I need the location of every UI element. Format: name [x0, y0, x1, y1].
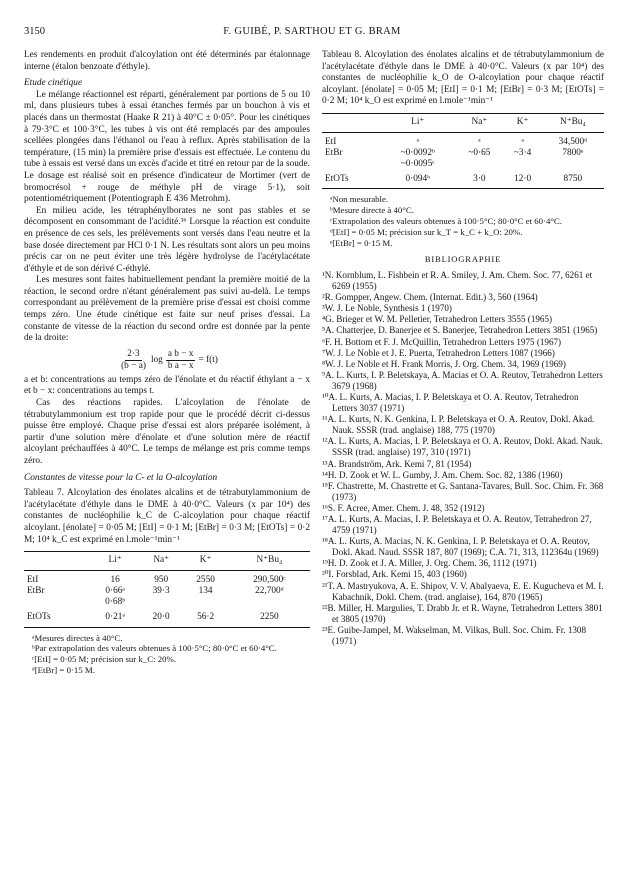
table8-header-cell: K⁺ [504, 113, 542, 132]
table8-header-row [322, 113, 604, 132]
table-cell: 2250 [229, 608, 310, 627]
table8 [322, 113, 604, 189]
table7-header-cell [24, 552, 90, 571]
ratio-fraction [166, 349, 196, 372]
table7-header-row [24, 552, 310, 571]
reference-item: ²¹T. A. Mastryukova, A. E. Shipov, V. V. Abalyaeva, E. E. Kugucheva et M. I. Kabachnik, Dokl. Chem. (trad. anglaise), 164, 870 (1965) [322, 580, 604, 602]
kinetic-paragraph-2: En milieu acide, les tétraphénylborates ne sont pas stables et se décomposent en consommant de l'acidité.³⁶ Lorsque la réaction est conduite en présence de ces sels, les prélèvements sont versés dans l'eau neutre et la base dosée directement par HCl 0·1 N. Les résultats sont alors un peu moins précis car on ne peut éviter une très légère hydrolyse de l'acétylacétate d'éthyle et de son dérivé C-éthylé. [24, 205, 310, 274]
page-header [24, 26, 600, 40]
table7 [24, 551, 310, 627]
table8-notes [322, 194, 604, 248]
reference-item: ⁹A. L. Kurts, I. P. Beletskaya, A. Macias et O. A. Reutov, Tetrahedron Letters 3679 (1968) [322, 369, 603, 391]
reference-item: ²⁰I. Forsblad, Ark. Kemi 15, 403 (1960) [322, 569, 467, 580]
left-column [24, 50, 310, 676]
reference-item: ⁵A. Chatterjee, D. Banerjee et S. Banerjee, Tetrahedron Letters 3851 (1965) [322, 325, 598, 336]
reference-item: ²R. Gompper, Angew. Chem. (Internat. Edit.) 3, 560 (1964) [322, 292, 538, 303]
table-cell: ᵃ [521, 136, 524, 147]
table-row [24, 597, 310, 608]
reference-item: ¹N. Kornblum, L. Fishbein et R. A. Smiley, J. Am. Chem. Soc. 77, 6261 et 6269 (1955) [322, 269, 593, 292]
table-row [322, 132, 604, 148]
table-cell: ~0·0092ᵇ [400, 147, 435, 158]
bibliography-heading: BIBLIOGRAPHIE [424, 254, 502, 265]
right-column [322, 50, 604, 647]
table-cell: 0·68ᵇ [105, 597, 126, 608]
reference-item: ⁷W. J. Le Noble et J. E. Puerta, Tetrahedron Letters 1087 (1966) [322, 347, 555, 358]
table8-header-cell: Li⁺ [380, 113, 455, 132]
table-cell [322, 159, 380, 170]
rate-constants-heading: Constantes de vitesse pour la C- et la O-alcoylation [24, 472, 218, 483]
running-authors: F. GUIBÉ, P. SARTHOU ET G. BRAM [223, 26, 401, 37]
table-cell [542, 159, 604, 170]
reference-item: ¹⁶S. F. Acree, Amer. Chem. J. 48, 352 (1912) [322, 502, 485, 513]
reference-item: ¹³A. Brandström, Ark. Kemi 7, 81 (1954) [322, 458, 472, 469]
intro-paragraph: Les rendements en produit d'alcoylation ont été déterminés par étalonnage interne (étalon benzoate d'éthyle). [24, 50, 310, 72]
table-cell: 8750 [542, 170, 604, 189]
table-cell: 0·66ᵃ [105, 585, 125, 596]
coefficient-fraction [119, 349, 148, 372]
log-operator: log [150, 354, 163, 365]
table-cell: EtOTs [322, 170, 380, 189]
table-cell: 39·3 [152, 585, 170, 596]
table-cell: ~3·4 [513, 147, 532, 158]
table7-header-cell: K⁺ [182, 552, 228, 571]
table7-header-cell: Na⁺ [140, 552, 182, 571]
table-row [322, 159, 604, 170]
table-cell: EtBr [27, 585, 45, 596]
table-footnote: ᵈ[EtBr] = 0·15 M. [32, 664, 95, 675]
fast-reactions-paragraph: Cas des réactions rapides. L'alcoylation de l'énolate de tétrabutylammonium est trop rapide pour que le procédé décrit ci-dessus puisse être employé. Chaque prise d'essai est alors préparée isolément, à partir d'une solution mère d'énolate et d'une solution mère de réactif alcoylant préchauffées à 40°C. Le temps de mélange est pris comme temps zéro. [24, 398, 310, 466]
table-cell [24, 597, 90, 608]
table-footnote: ᵈ[EtI] = 0·05 M; précision sur k_T = k_C + k_O: 20%. [330, 226, 523, 237]
table7-notes [24, 633, 310, 676]
table-cell: 34,500ᵈ [558, 136, 588, 147]
reference-item: ⁴G. Brieger et W. M. Pelletier, Tetrahedron Letters 3555 (1965) [322, 314, 553, 325]
table-cell: 16 [110, 574, 120, 585]
reference-item: ³W. J. Le Noble, Synthesis 1 (1970) [322, 303, 452, 314]
table-cell [455, 159, 503, 170]
table-cell: ~0·65 [468, 147, 491, 158]
reference-item: ¹²A. L. Kurts, A. Macias, I. P. Beletskaya et O. A. Reutov, Dokl. Akad. Nauk. SSSR (trad. anglaise) 197, 310 (1971) [322, 436, 603, 458]
table-cell: EtOTs [24, 608, 90, 627]
table-cell: EtI [27, 574, 39, 585]
table-cell: 12·0 [504, 170, 542, 189]
table8-caption: Tableau 8. Alcoylation des énolates alcalins et de tétrabutylammonium de l'acétylacétate d'éthyle dans le DME à 40·0°C. Valeurs (x par 10⁴) des constantes de nucléophilie k_O de O-alcoylation pour chaque réactif alcoylant. [énolate] = 0·05 M; [EtI] = 0·1 M; [EtBr] = 0·3 M; [EtOTs] = 0·2 M; 10⁴ k_O est exprimé en l.mole⁻¹min⁻¹ [322, 50, 604, 107]
table-row [322, 170, 604, 189]
table-row [24, 608, 310, 627]
coefficient-denominator: (b − a) [121, 360, 146, 371]
reference-item: ⁶F. H. Bottom et F. J. McQuillin, Tetrahedron Letters 1975 (1967) [322, 336, 562, 347]
table-cell [182, 597, 228, 608]
table-cell: 950 [154, 574, 169, 585]
kinetic-heading: Etude cinétique [24, 78, 83, 89]
reference-item: ¹⁸A. L. Kurts, A. Macias, N. K. Genkina, I. P. Beletskaya et O. A. Reutov, Dokl. Akad. Naud. SSSR 187, 807 (1969); C.A. 71, 313, 112364u (1969) [322, 536, 599, 558]
table-footnote: ᶜ[EtI] = 0·05 M; précision sur k_C: 20%. [32, 654, 177, 665]
table-cell: 22,700ᵈ [255, 585, 284, 596]
table-cell: 2550 [196, 574, 215, 585]
reference-list [322, 270, 604, 647]
table-footnote: ᵃMesures directes à 40°C. [32, 632, 123, 643]
reference-item: ¹⁴H. D. Zook et W. L. Gumby, J. Am. Chem. Soc. 82, 1386 (1960) [322, 469, 563, 480]
table-cell: 56·2 [182, 608, 228, 627]
table-cell: EtBr [325, 147, 343, 158]
table-row [24, 586, 310, 597]
table-footnote: ᶜExtrapolation des valeurs obtenues à 100·5°C; 80·0°C et 60·4°C. [330, 215, 562, 226]
table-cell: 7800ᵉ [562, 147, 584, 158]
table-footnote: ᵉ[EtBr] = 0·15 M. [330, 237, 393, 248]
table-footnote: ᵇMesure directe à 40°C. [330, 205, 414, 216]
kinetic-paragraph-3: Les mesures sont faites habituellement pendant la première moitié de la réaction, le second ordre n'étant généralement pas suivi au-delà. Le temps correspondant au prélèvement de la première prise d'essai est choisi comme temps zéro. Une étude cinétique est faite sur neuf prises d'essai. La constante de vitesse de la réaction du second ordre est donnée par la pente de la droite: [24, 275, 310, 344]
reference-item: ⁸W. J. Le Noble et H. Frank Morris, J. Org. Chem. 34, 1969 (1969) [322, 358, 566, 369]
table-row [24, 570, 310, 586]
reference-item: ¹⁷A. L. Kurts, A. Macias, I. P. Beletskaya et O. A. Reutov, Tetrahedron 27, 4759 (1971) [322, 514, 592, 536]
table7-header-cell: Li⁺ [90, 552, 140, 571]
table7-caption: Tableau 7. Alcoylation des énolates alcalins et de tétrabutylammonium de l'acétylacétate d'éthyle dans le DME à 40·0°C. Valeurs (x par 10⁴) des constantes de nucléophilie k_C de C-alcoylation pour chaque réactif alcoylant. [énolate] = 0·05 M; [EtI] = 0·1 M; [EtBr] = 0·3 M; [EtOTs] = 0·2 M; 10⁴ k_C est exprimé en l.mole⁻¹min⁻¹ [24, 488, 310, 545]
table-cell: 290,500ᶜ [253, 574, 286, 585]
table-cell: 20·0 [140, 608, 182, 627]
table8-header-cell [322, 113, 380, 132]
table-cell: ᵃ [478, 136, 481, 147]
table-cell: EtI [325, 136, 337, 147]
reference-item: ¹⁹H. D. Zook et J. A. Miller, J. Org. Chem. 36, 1112 (1971) [322, 558, 537, 569]
concentration-definition: a et b: concentrations au temps zéro de l'énolate et du réactif éthylant a − x et b − x: concentrations au temps t. [24, 374, 310, 397]
table-cell [229, 597, 310, 608]
rate-equation [24, 349, 310, 372]
table8-header-cell: Na⁺ [455, 113, 503, 132]
table-footnote: ᵇPar extrapolation des valeurs obtenues à 100·5°C; 80·0°C et 60·4°C. [32, 643, 277, 654]
table-row [322, 148, 604, 159]
table-footnote: ᵃNon mesurable. [330, 194, 389, 205]
equation-rhs: = f(t) [198, 354, 218, 365]
table-cell: 3·0 [455, 170, 503, 189]
table-cell: ~0·0095ᶜ [400, 158, 435, 169]
table-cell: ᵃ [416, 136, 420, 147]
table-cell [504, 159, 542, 170]
table8-header-cell: N⁺Bu₄ [542, 113, 604, 132]
table-cell: 0·094ᵇ [380, 170, 455, 189]
table-cell: 0·21ᵃ [90, 608, 140, 627]
page-number: 3150 [24, 26, 45, 37]
reference-item: ¹¹A. L. Kurts, N. K. Genkina, I. P. Beletskaya et O. A. Reutov, Dokl. Akad. Nauk. SSSR (trad. anglaise) 188, 775 (1970) [322, 414, 595, 436]
table-cell [140, 597, 182, 608]
ratio-denominator: b a − x [167, 360, 194, 371]
reference-item: ²³E. Guibe-Jampel, M. Wakselman, M. Vilkas, Bull. Soc. Chim. Fr. 1308 (1971) [322, 624, 587, 647]
kinetic-paragraph-1: Le mélange réactionnel est réparti, généralement par portions de 5 ou 10 ml, dans plusieurs tubes à essai étanches fermés par un bouchon à vis et placés dans un thermostat (Haake R 21) à 40°C ± 0·05°. Pour les cinétiques à 79·3°C et 100·3°C, les tubes à vis ont été remplacés par des ampoules scellées plongées dans l'éthanol ou l'eau à reflux. Après stabilisation de la température, (15 min) la première prise d'essais est effectuée. Le contenu du tube à essais est versé dans un excès d'acide et titré en retour par de la soude. Le dosage est réalisé soit en présence d'indicateur de Mortimer (vert de bromocrésol + rouge de méthyle pH de virage 5·1), soit potentiométriquement (Potentiograph E 436 Metrohm). [24, 89, 310, 205]
table7-header-cell: N⁺Bu₄ [229, 552, 310, 571]
reference-item: ¹⁰A. L. Kurts, A. Macias, I. P. Beletskaya et O. A. Reutov, Tetrahedron Letters 3037 (1971) [322, 391, 579, 414]
coefficient-numerator: 2·3 [127, 348, 140, 359]
reference-item: ¹⁵F. Chastrette, M. Chastrette et G. Santana-Tavares, Bull. Soc. Chim. Fr. 368 (1973) [322, 480, 604, 502]
reference-item: ²²B. Miller, H. Margulies, T. Drabb Jr. et R. Wayne, Tetrahedron Letters 3801 et 3805 (1970) [322, 602, 603, 624]
ratio-numerator: a b − x [167, 348, 194, 359]
table-cell: 134 [198, 585, 213, 596]
